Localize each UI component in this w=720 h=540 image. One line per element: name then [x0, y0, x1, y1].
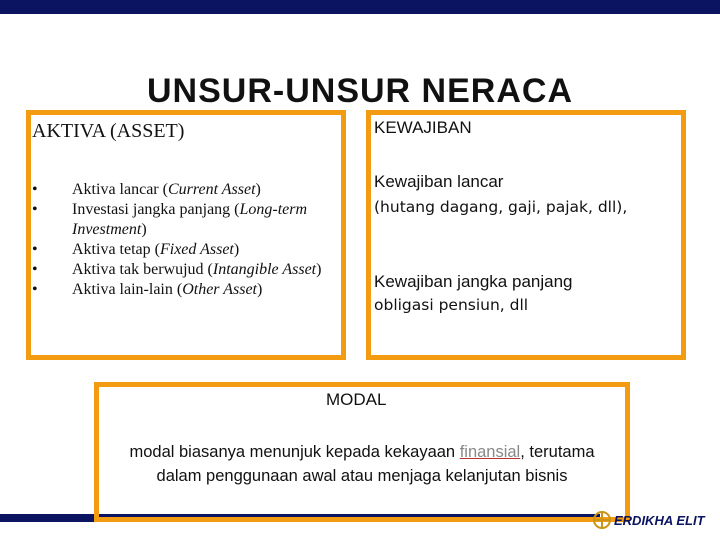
kewajiban-lancar-detail: (hutang dagang, gaji, pajak, dll),	[374, 198, 628, 216]
logo-text: ERDIKHA ELIT	[614, 512, 705, 528]
bullet-icon: •	[32, 281, 38, 298]
kewajiban-box	[366, 110, 686, 360]
modal-description: modal biasanya menunjuk kepada kekayaan finansial, terutama dalam penggunaan awal atau menjaga kelanjutan bisnis	[129, 443, 595, 485]
list-item: • Investasi jangka panjang (Long-term Investment)	[32, 201, 308, 238]
slide-title: UNSUR-UNSUR NERACA	[147, 72, 573, 110]
modal-heading: MODAL	[326, 390, 387, 409]
aktiva-heading: AKTIVA (ASSET)	[32, 120, 190, 143]
list-item: • Aktiva lancar (Current Asset)	[32, 181, 261, 198]
top-bar	[0, 0, 720, 14]
list-item: • Aktiva tak berwujud (Intangible Asset)	[32, 261, 322, 278]
bullet-icon: •	[32, 201, 38, 218]
aktiva-list	[32, 180, 342, 300]
list-item: • Aktiva tetap (Fixed Asset)	[32, 241, 240, 258]
kewajiban-heading: KEWAJIBAN	[374, 118, 472, 137]
bullet-icon: •	[32, 181, 38, 198]
bullet-icon: •	[32, 261, 38, 278]
brand-logo	[592, 510, 705, 530]
list-item: • Aktiva lain-lain (Other Asset)	[32, 281, 263, 298]
bullet-icon: •	[32, 241, 38, 258]
logo-emblem-icon	[592, 510, 612, 530]
kewajiban-jangka-panjang-label: Kewajiban jangka panjang	[374, 272, 573, 291]
kewajiban-jangka-panjang-detail: obligasi pensiun, dll	[374, 296, 529, 314]
kewajiban-lancar-label: Kewajiban lancar	[374, 172, 504, 191]
finansial-link[interactable]: finansial	[459, 443, 521, 461]
